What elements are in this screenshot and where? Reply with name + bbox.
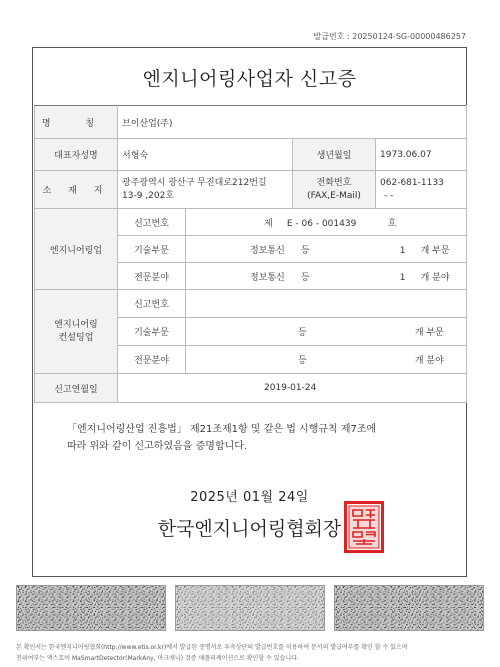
consult-spec-value: 등 개 분야 <box>186 346 467 374</box>
consult-tech-label: 기술부문 <box>118 318 186 346</box>
row-name <box>35 106 467 139</box>
security-barcode-2 <box>175 585 325 631</box>
issue-date: 2025년 01월 24일 <box>190 490 309 505</box>
address-value <box>118 171 293 209</box>
phone-value: 062-681-1133 - - <box>376 171 467 209</box>
report-date-label: 신고연월일 <box>35 374 118 403</box>
rep-label: 대표자성명 <box>35 139 118 171</box>
security-code-strip <box>16 585 484 631</box>
certificate-frame <box>32 47 467 577</box>
security-barcode-3 <box>334 585 484 631</box>
eng-tech-label: 기술부문 <box>118 236 186 263</box>
row-report-date <box>35 374 467 403</box>
certification-statement: 「엔지니어링산업 진흥법」 제21조제1항 및 같은 법 시행규칙 제7조에 따라 위와 같이 신고하였음을 증명합니다. <box>67 424 377 452</box>
address-line-1: 광주광역시 광산구 무진대로212번길 <box>122 177 267 188</box>
birth-value: 1973.06.07 <box>376 139 467 171</box>
rep-value: 서형숙 <box>118 139 293 171</box>
consult-spec-label: 전문분야 <box>118 346 186 374</box>
row-eng-reg-no <box>35 209 467 236</box>
address-label: 소 재 지 <box>35 171 118 209</box>
eng-tech-value: 정보통신 등 1 개 부문 <box>186 236 467 263</box>
eng-spec-value: 정보통신 등 1 개 분야 <box>186 263 467 290</box>
row-consult-reg-no <box>35 290 467 318</box>
row-address <box>35 171 467 209</box>
birth-label: 생년월일 <box>293 139 376 171</box>
issue-number: 발급번호 : 20250124-SG-00000486257 <box>313 32 466 41</box>
verification-footnote: 본 확인서는 한국엔지니어링협회(http://www.etis.or.kr)에서 발급된 증명서로 우측상단의 발급번호를 이용하여 문서의 발급여부를 확인 할 수 있으며 진위여부는 액스토어 MaSmartDetector(MarkAny, 마크애니) 검증 애플리케이션으로 확인할 수 있습니다. <box>16 644 408 662</box>
consulting-business-label: 엔지니어링 컨설팅업 <box>35 290 118 374</box>
consult-reg-no-value <box>186 290 467 318</box>
engineering-business-label: 엔지니어링업 <box>35 209 118 290</box>
address-line-2: 13-9 ,202호 <box>122 190 175 201</box>
eng-spec-label: 전문분야 <box>118 263 186 290</box>
consult-reg-no-label: 신고번호 <box>118 290 186 318</box>
name-label: 명 칭 <box>35 106 118 139</box>
phone-label: 전화번호 (FAX,E-Mail) <box>293 171 376 209</box>
name-value: 브이산업(주) <box>118 106 467 139</box>
certificate-table <box>34 105 467 403</box>
eng-reg-no-label: 신고번호 <box>118 209 186 236</box>
consult-tech-value: 등 개 부문 <box>186 318 467 346</box>
official-seal-stamp <box>344 501 384 553</box>
row-representative <box>35 139 467 171</box>
certificate-title: 엔지니어링사업자 신고증 <box>142 68 357 90</box>
report-date-value: 2019-01-24 <box>118 374 467 403</box>
security-barcode-1 <box>16 585 166 631</box>
issuer-name: 한국엔지니어링협회장 <box>157 518 342 540</box>
eng-reg-no-value: 제 E - 06 - 001439 호 <box>186 209 467 236</box>
